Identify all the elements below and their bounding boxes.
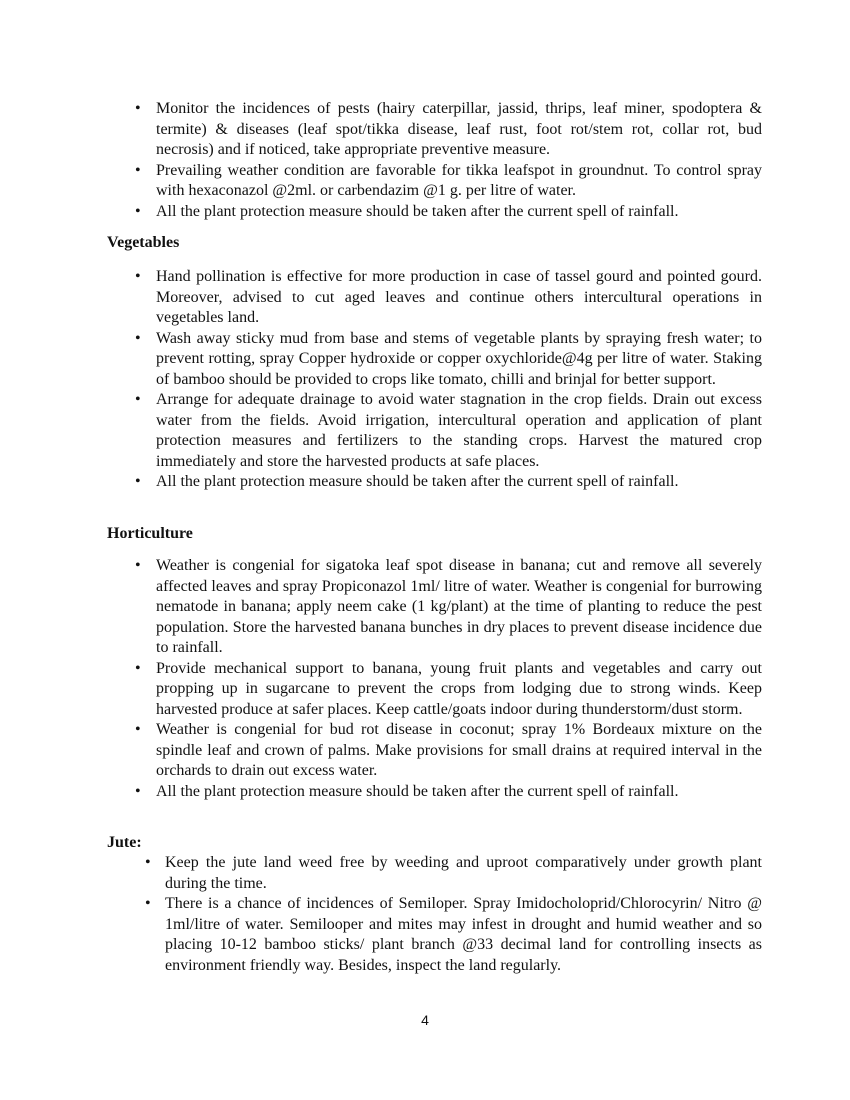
list-item: • Provide mechanical support to banana, young fruit plants and vegetables and carry out propping up in sugarcane to prevent the crops from lodging due to strong winds. Keep harvested produce at safer places. Keep cattle/goats indoor during thunderstorm/dust storm.	[107, 659, 762, 721]
pest-disease-list	[107, 99, 762, 222]
list-item: • There is a chance of incidences of Semiloper. Spray Imidocholoprid/Chlorocyrin/ Nitro @ 1ml/litre of water. Semilooper and mites may infest in drought and humid weather and so placing 10-12 bamboo sticks/ plant branch @33 decimal land for controlling insects as environment friendly way. Besides, inspect the land regularly.	[107, 894, 762, 976]
vegetables-list	[107, 267, 762, 493]
list-item: • Weather is congenial for sigatoka leaf spot disease in banana; cut and remove all severely affected leaves and spray Propiconazol 1ml/ litre of water. Weather is congenial for burrowing nematode in banana; apply neem cake (1 kg/plant) at the time of planting to reduce the pest population. Store the harvested banana bunches in dry places to prevent disease incidence due to rainfall.	[107, 556, 762, 659]
list-item: • All the plant protection measure should be taken after the current spell of rainfall.	[107, 782, 762, 803]
list-item: • All the plant protection measure should be taken after the current spell of rainfall.	[107, 472, 762, 493]
section-heading-jute: Jute:	[107, 834, 142, 851]
list-item: • Keep the jute land weed free by weeding and uproot comparatively under growth plant during the time.	[107, 853, 762, 894]
list-item: • Wash away sticky mud from base and stems of vegetable plants by spraying fresh water; to prevent rotting, spray Copper hydroxide or copper oxychloride@4g per litre of water. Staking of bamboo should be provided to crops like tomato, chilli and brinjal for better support.	[107, 329, 762, 391]
section-heading-horticulture: Horticulture	[107, 525, 193, 542]
list-item: • Prevailing weather condition are favorable for tikka leafspot in groundnut. To control spray with hexaconazol @2ml. or carbendazim @1 g. per litre of water.	[107, 161, 762, 202]
section-heading-vegetables: Vegetables	[107, 234, 180, 251]
list-item: • Weather is congenial for bud rot disease in coconut; spray 1% Bordeaux mixture on the spindle leaf and crown of palms. Make provisions for small drains at required interval in the orchards to drain out excess water.	[107, 720, 762, 782]
list-item: • All the plant protection measure should be taken after the current spell of rainfall.	[107, 202, 762, 223]
list-item: • Hand pollination is effective for more production in case of tassel gourd and pointed gourd. Moreover, advised to cut aged leaves and continue others intercultural operations in vegetables land.	[107, 267, 762, 329]
horticulture-list	[107, 556, 762, 802]
page-number: 4	[421, 1012, 429, 1028]
list-item: • Monitor the incidences of pests (hairy caterpillar, jassid, thrips, leaf miner, spodoptera & termite) & diseases (leaf spot/tikka disease, leaf rust, foot rot/stem rot, collar rot, bud necrosis) and if noticed, take appropriate preventive measure.	[107, 99, 762, 161]
list-item: • Arrange for adequate drainage to avoid water stagnation in the crop fields. Drain out excess water from the fields. Avoid irrigation, intercultural operation and application of plant protection measures and fertilizers to the standing crops. Harvest the matured crop immediately and store the harvested products at safe places.	[107, 390, 762, 472]
jute-list	[107, 853, 762, 976]
